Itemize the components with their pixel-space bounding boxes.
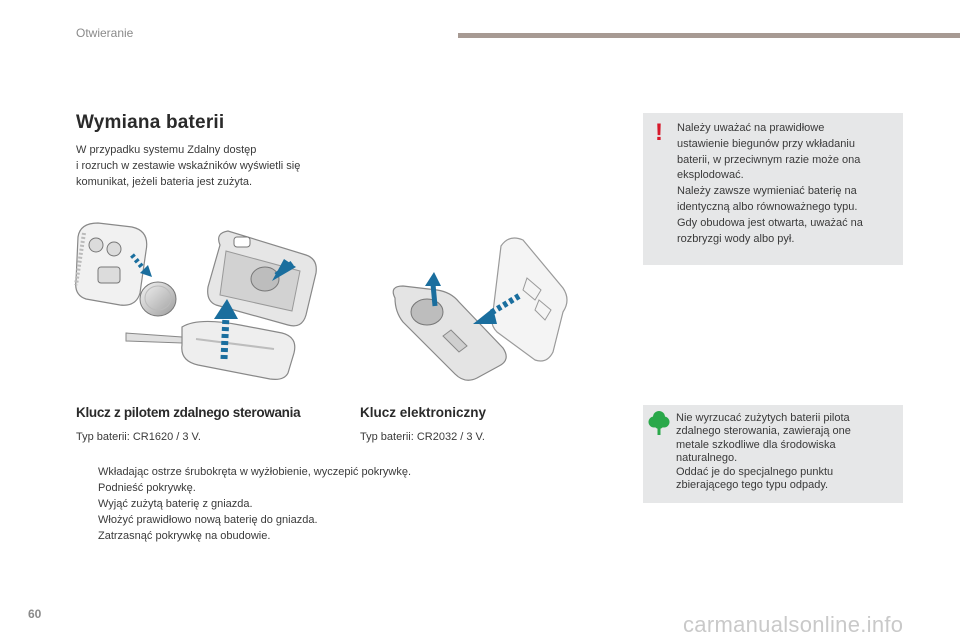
step-text: Zatrzasnąć pokrywkę na obudowie.: [98, 530, 271, 542]
environment-line: Nie wyrzucać zużytych baterii pilota: [676, 412, 850, 424]
page-title: Wymiana baterii: [76, 112, 225, 133]
warning-line: eksplodować.: [677, 169, 744, 182]
step-text: Włożyć prawidłowo nową baterię do gniazda.: [98, 514, 318, 526]
tree-icon: [648, 410, 670, 436]
remote-key-illustration: [70, 215, 340, 385]
remote-key-heading: Klucz z pilotem zdalnego sterowania: [76, 405, 301, 420]
intro-line: W przypadku systemu Zdalny dostęp: [76, 144, 257, 156]
warning-text: [677, 121, 897, 247]
steps-list: [76, 464, 411, 544]
electronic-key-illustration: [385, 228, 580, 388]
warning-line: baterii, w przeciwnym razie może ona: [677, 153, 861, 166]
environment-line: zdalnego sterowania, zawierają one: [676, 425, 851, 438]
exclamation-icon: !: [655, 119, 663, 146]
environment-box: [643, 405, 903, 503]
warning-line: identyczną albo równoważnego typu.: [677, 200, 858, 213]
warning-line: Gdy obudowa jest otwarta, uważać na: [677, 216, 863, 229]
list-item: [76, 512, 411, 528]
warning-box: [643, 113, 903, 265]
step-text: Podnieść pokrywkę.: [98, 482, 196, 494]
environment-line: zbierającego tego typu odpady.: [676, 479, 829, 492]
environment-line: Oddać je do specjalnego punktu: [676, 465, 834, 478]
list-item: [76, 496, 411, 512]
watermark: carmanualsonline.info: [683, 612, 904, 637]
intro-line: i rozruch w zestawie wskaźników wyświetli się: [76, 160, 301, 172]
environment-text: [676, 412, 896, 492]
electronic-key-heading: Klucz elektroniczny: [360, 405, 487, 420]
environment-line: metale szkodliwe dla środowiska: [676, 438, 836, 451]
list-item: [76, 528, 411, 544]
step-text: Wkładając ostrze śrubokręta w wyżłobienie, wyczepić pokrywkę.: [98, 466, 412, 478]
intro-line: komunikat, jeżeli bateria jest zużyta.: [76, 176, 253, 188]
step-text: Wyjąć zużytą baterię z gniazda.: [98, 498, 253, 510]
key-fob-shell: [76, 223, 147, 305]
electronic-key-battery-type: Typ baterii: CR2032 / 3 V.: [360, 431, 485, 443]
header-bar: [458, 33, 960, 38]
key-body: [393, 286, 506, 380]
list-item: [76, 464, 411, 480]
page-number: 60: [28, 607, 42, 621]
key-blade: [126, 321, 295, 379]
intro-paragraph: [76, 142, 366, 190]
remote-key-battery-type: Typ baterii: CR1620 / 3 V.: [76, 431, 201, 443]
coin-cell: [140, 282, 176, 316]
warning-line: ustawienie biegunów przy wkładaniu: [677, 137, 855, 150]
key-cover: [492, 238, 567, 361]
environment-line: naturalnego.: [676, 452, 738, 465]
warning-line: rozbryzgi wody albo pył.: [677, 232, 795, 245]
warning-line: Należy zawsze wymieniać baterię na: [677, 185, 857, 198]
list-item: [76, 480, 411, 496]
section-label: Otwieranie: [76, 26, 134, 40]
warning-line: Należy uważać na prawidłowe: [677, 122, 825, 134]
